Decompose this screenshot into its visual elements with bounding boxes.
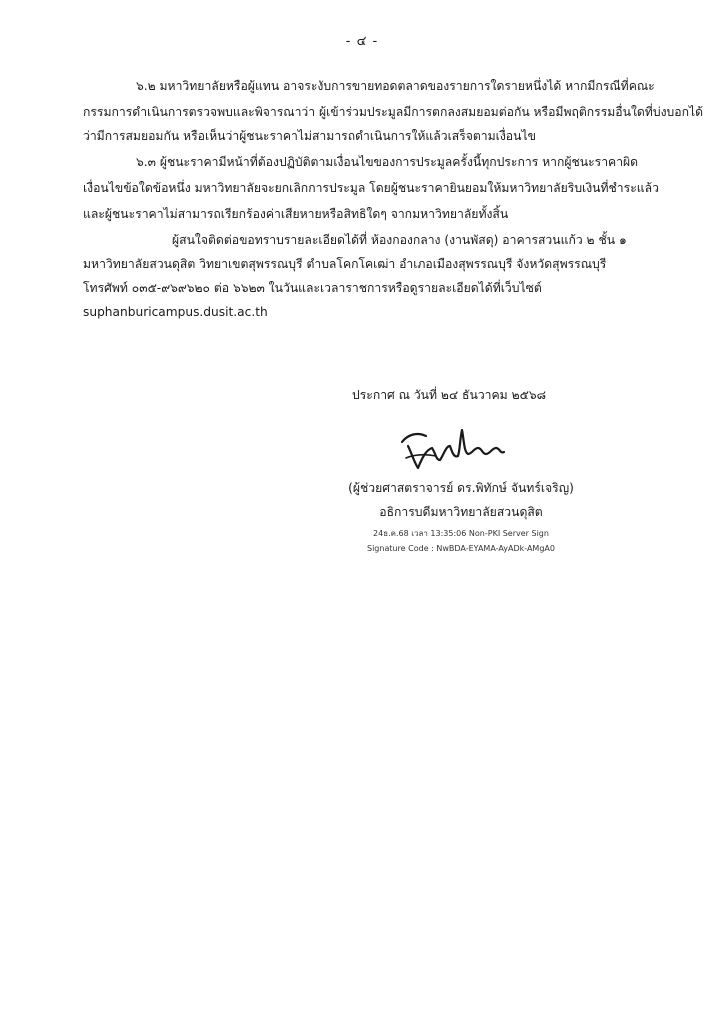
announcement-date: ประกาศ ณ วันที่ ๒๔ ธันวาคม ๒๕๖๘ (352, 388, 546, 402)
paragraph-6-2-line-2: กรรมการดำเนินการตรวจพบและพิจารณาว่า ผู้เข้าร่วมประมูลมีการตกลงสมยอมต่อกัน หรือมีพฤติกรรมอื่นใดที่บ่งบอกได้ (83, 105, 704, 119)
website-text: suphanburicampus.dusit.ac.th (83, 305, 268, 319)
signer-title: อธิการบดีมหาวิทยาลัยสวนดุสิต (379, 505, 543, 519)
contact-paragraph-line-3: โทรศัพท์ ๐๓๕-๙๖๙๖๒๐ ต่อ ๖๖๒๓ ในวันและเวลาราชการหรือดูรายละเอียดได้ที่เว็บไซต์ (83, 281, 542, 295)
signature-timestamp: 24ธ.ค.68 เวลา 13:35:06 Non-PKI Server Sign (373, 529, 549, 538)
signature-code: Signature Code : NwBDA-EYAMA-AyADk-AMgA0 (367, 544, 555, 553)
contact-paragraph-line-1: ผู้สนใจติดต่อขอทราบรายละเอียดได้ที่ ห้องกองกลาง (งานพัสดุ) อาคารสวนแก้ว ๒ ชั้น ๑ (172, 233, 627, 247)
paragraph-6-3-line-1: ๖.๓ ผู้ชนะราคามีหน้าที่ต้องปฏิบัติตามเงื่อนไขของการประมูลครั้งนี้ทุกประการ หากผู้ชนะราคาผิด (136, 155, 639, 169)
paragraph-6-2-line-1: ๖.๒ มหาวิทยาลัยหรือผู้แทน อาจระงับการขายทอดตลาดของรายการใดรายหนึ่งได้ หากมีกรณีที่คณะ (136, 79, 655, 93)
handwritten-signature (396, 424, 506, 474)
paragraph-6-2-line-3: ว่ามีการสมยอมกัน หรือเห็นว่าผู้ชนะราคาไม่สามารถดำเนินการให้แล้วเสร็จตามเงื่อนไข (83, 129, 536, 143)
paragraph-6-3-line-3: และผู้ชนะราคาไม่สามารถเรียกร้องค่าเสียหายหรือสิทธิใดๆ จากมหาวิทยาลัยทั้งสิ้น (83, 207, 509, 221)
contact-paragraph-line-2: มหาวิทยาลัยสวนดุสิต วิทยาเขตสุพรรณบุรี ตำบลโคกโคเฒ่า อำเภอเมืองสุพรรณบุรี จังหวัดสุพรรณบุรี (83, 257, 607, 271)
paragraph-6-3-line-2: เงื่อนไขข้อใดข้อหนึ่ง มหาวิทยาลัยจะยกเลิกการประมูล โดยผู้ชนะราคายินยอมให้มหาวิทยาลัยริบเงินที่ชำระแล้ว (83, 181, 659, 195)
signer-name: (ผู้ช่วยศาสตราจารย์ ดร.พิทักษ์ จันทร์เจริญ) (348, 481, 574, 495)
page-number: - ๔ - (345, 34, 379, 49)
